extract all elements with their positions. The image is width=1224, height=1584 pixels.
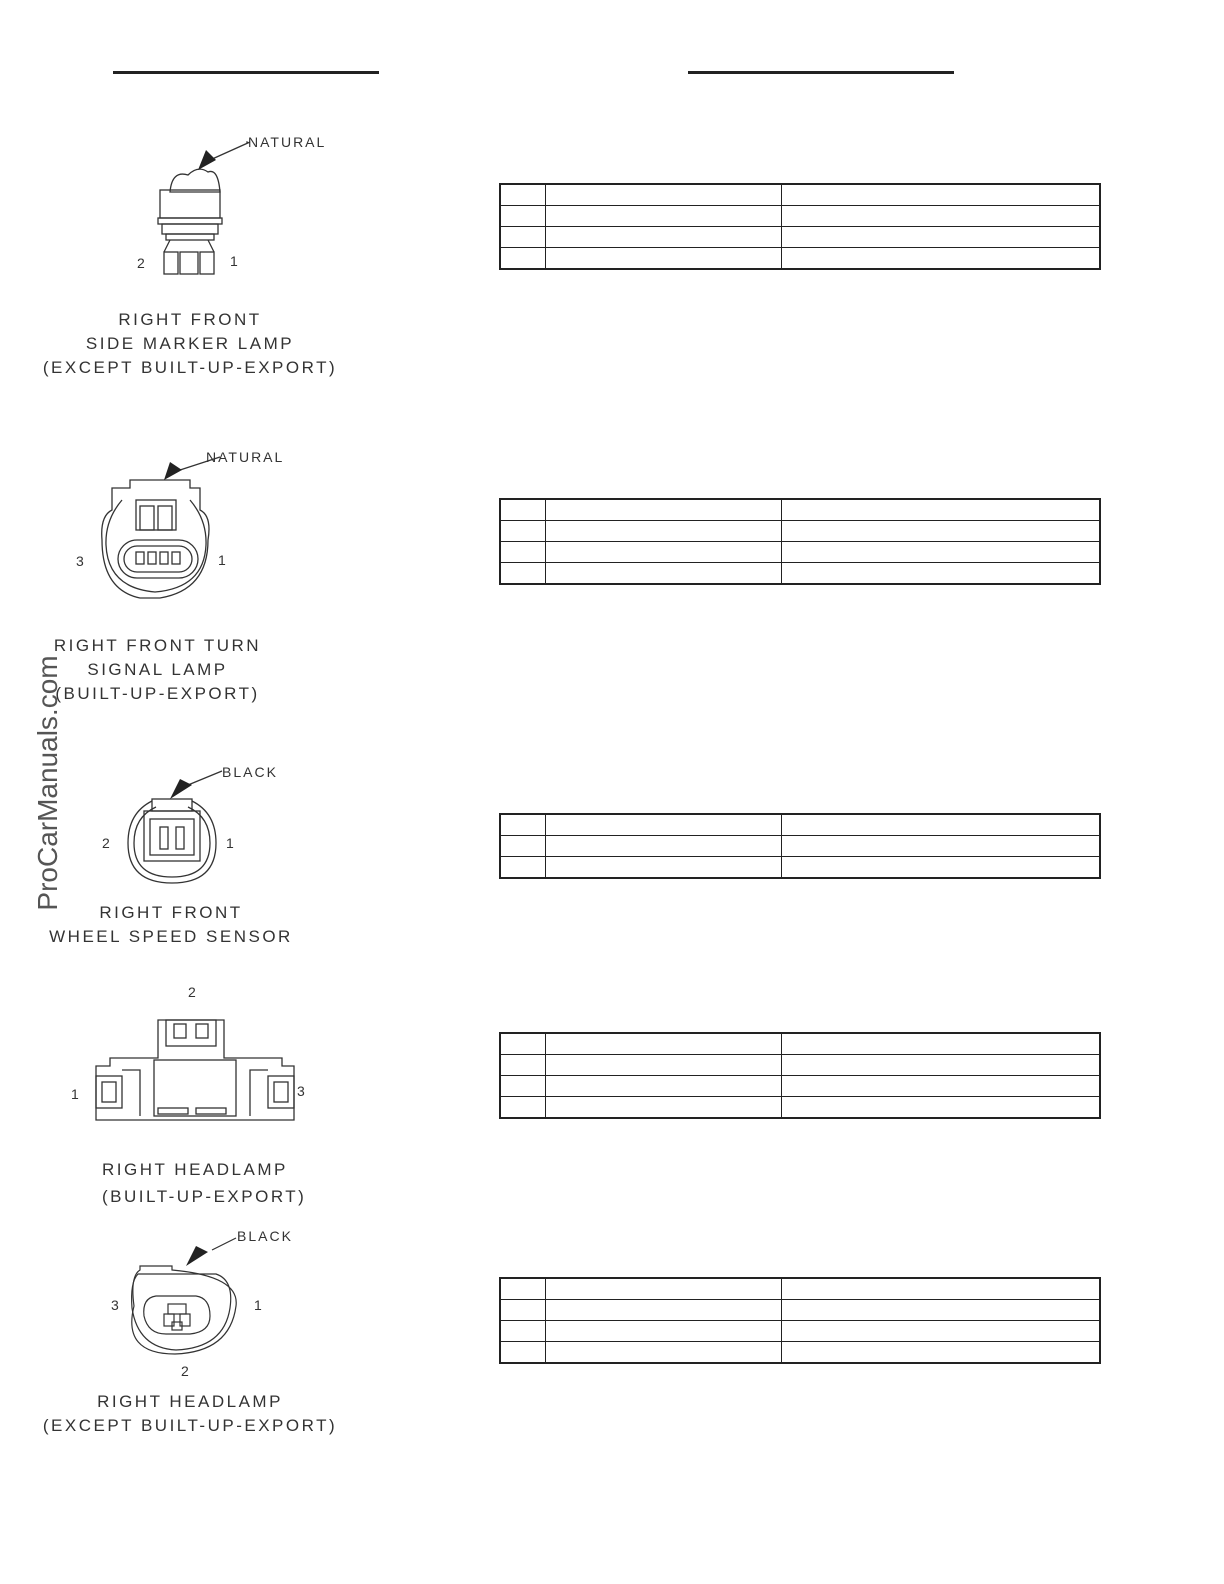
table-cell — [500, 1342, 546, 1364]
table-cell — [546, 1278, 782, 1300]
table-cell — [782, 563, 1101, 585]
pin-label: 3 — [111, 1297, 119, 1313]
header-rule-left — [113, 71, 379, 74]
pin-label: 2 — [181, 1363, 189, 1379]
table-cell — [546, 857, 782, 879]
pin-label: 1 — [254, 1297, 262, 1313]
table-row — [500, 1055, 1100, 1076]
pinout-table-side-marker — [499, 183, 1101, 270]
caption-line: (EXCEPT BUILT-UP-EXPORT) — [42, 358, 338, 377]
table-cell — [500, 1033, 546, 1055]
connector-headlamp-except-export — [40, 1222, 370, 1442]
table-cell — [546, 184, 782, 206]
table-cell — [500, 836, 546, 857]
header-rule-right — [688, 71, 954, 74]
table-cell — [546, 1342, 782, 1364]
table-cell — [546, 499, 782, 521]
watermark: ProCarManuals.com — [32, 655, 63, 911]
table-cell — [546, 814, 782, 836]
table-row — [500, 563, 1100, 585]
table-cell — [546, 248, 782, 270]
caption-line: (EXCEPT BUILT-UP-EXPORT) — [42, 1416, 338, 1435]
caption-line: RIGHT FRONT — [118, 310, 262, 329]
color-label: BLACK — [222, 764, 278, 780]
connector-headlamp-export — [40, 980, 370, 1210]
caption-line: RIGHT FRONT TURN — [53, 636, 262, 655]
table-row — [500, 1033, 1100, 1055]
table-row — [500, 206, 1100, 227]
color-label: NATURAL — [206, 449, 285, 465]
pinout-table-turn-signal — [499, 498, 1101, 585]
pinout-table-wheel-speed — [499, 813, 1101, 879]
pin-label: 2 — [137, 255, 145, 271]
pin-label: 3 — [76, 553, 84, 569]
caption-line: (BUILT-UP-EXPORT) — [55, 684, 260, 703]
table-cell — [500, 1321, 546, 1342]
table-cell — [500, 499, 546, 521]
table-cell — [782, 248, 1101, 270]
table-cell — [546, 1300, 782, 1321]
table-cell — [782, 1055, 1101, 1076]
pin-label: 3 — [297, 1083, 305, 1099]
table-cell — [782, 206, 1101, 227]
table-cell — [546, 836, 782, 857]
table-row — [500, 248, 1100, 270]
table-cell — [782, 857, 1101, 879]
table-cell — [782, 227, 1101, 248]
table-cell — [546, 1076, 782, 1097]
table-cell — [500, 184, 546, 206]
table-cell — [782, 1097, 1101, 1119]
caption-line: RIGHT FRONT — [99, 903, 243, 922]
table-cell — [500, 521, 546, 542]
table-cell — [546, 227, 782, 248]
table-row — [500, 1076, 1100, 1097]
connector-caption — [40, 308, 340, 380]
table-row — [500, 521, 1100, 542]
color-label: NATURAL — [248, 134, 327, 150]
table-row — [500, 542, 1100, 563]
table-cell — [782, 1076, 1101, 1097]
table-cell — [546, 1097, 782, 1119]
table-cell — [782, 521, 1101, 542]
pin-label: 1 — [230, 253, 238, 269]
table-cell — [782, 1278, 1101, 1300]
connector-caption — [102, 1156, 307, 1210]
pin-label: 2 — [102, 835, 110, 851]
pin-label: 1 — [226, 835, 234, 851]
table-cell — [782, 1342, 1101, 1364]
table-cell — [546, 521, 782, 542]
table-cell — [500, 857, 546, 879]
table-cell — [500, 1097, 546, 1119]
table-cell — [500, 1055, 546, 1076]
table-cell — [500, 542, 546, 563]
caption-line: RIGHT HEADLAMP — [102, 1160, 288, 1179]
caption-line: SIGNAL LAMP — [87, 660, 228, 679]
table-cell — [782, 499, 1101, 521]
caption-line: RIGHT HEADLAMP — [97, 1392, 283, 1411]
pinout-table-headlamp-export — [499, 1032, 1101, 1119]
table-cell — [500, 1278, 546, 1300]
table-row — [500, 184, 1100, 206]
table-row — [500, 1321, 1100, 1342]
table-cell — [500, 1076, 546, 1097]
table-row — [500, 814, 1100, 836]
table-row — [500, 836, 1100, 857]
table-cell — [500, 563, 546, 585]
table-row — [500, 227, 1100, 248]
connector-caption — [40, 1390, 340, 1438]
table-cell — [500, 1300, 546, 1321]
pin-label: 1 — [218, 552, 226, 568]
table-cell — [500, 248, 546, 270]
table-cell — [500, 814, 546, 836]
table-cell — [782, 836, 1101, 857]
table-cell — [546, 563, 782, 585]
connector-side-marker-lamp — [40, 120, 370, 390]
table-cell — [500, 227, 546, 248]
table-cell — [782, 1321, 1101, 1342]
connector-wheel-speed-sensor — [40, 755, 370, 955]
table-cell — [500, 206, 546, 227]
connector-caption — [40, 634, 275, 706]
caption-line: SIDE MARKER LAMP — [85, 334, 295, 353]
table-cell — [782, 1033, 1101, 1055]
caption-line: (BUILT-UP-EXPORT) — [102, 1187, 307, 1206]
caption-line: WHEEL SPEED SENSOR — [49, 927, 293, 946]
table-cell — [546, 1033, 782, 1055]
table-cell — [546, 542, 782, 563]
color-label: BLACK — [237, 1228, 293, 1244]
table-cell — [546, 1321, 782, 1342]
table-cell — [782, 814, 1101, 836]
table-row — [500, 1097, 1100, 1119]
table-row — [500, 857, 1100, 879]
table-cell — [546, 206, 782, 227]
table-cell — [546, 1055, 782, 1076]
pin-label: 2 — [188, 984, 196, 1000]
pin-label: 1 — [71, 1086, 79, 1102]
connector-caption — [40, 901, 302, 949]
table-cell — [782, 1300, 1101, 1321]
connector-turn-signal-lamp — [40, 440, 370, 710]
table-row — [500, 499, 1100, 521]
table-row — [500, 1300, 1100, 1321]
table-cell — [782, 542, 1101, 563]
pinout-table-headlamp-except — [499, 1277, 1101, 1364]
table-cell — [782, 184, 1101, 206]
table-row — [500, 1278, 1100, 1300]
table-row — [500, 1342, 1100, 1364]
